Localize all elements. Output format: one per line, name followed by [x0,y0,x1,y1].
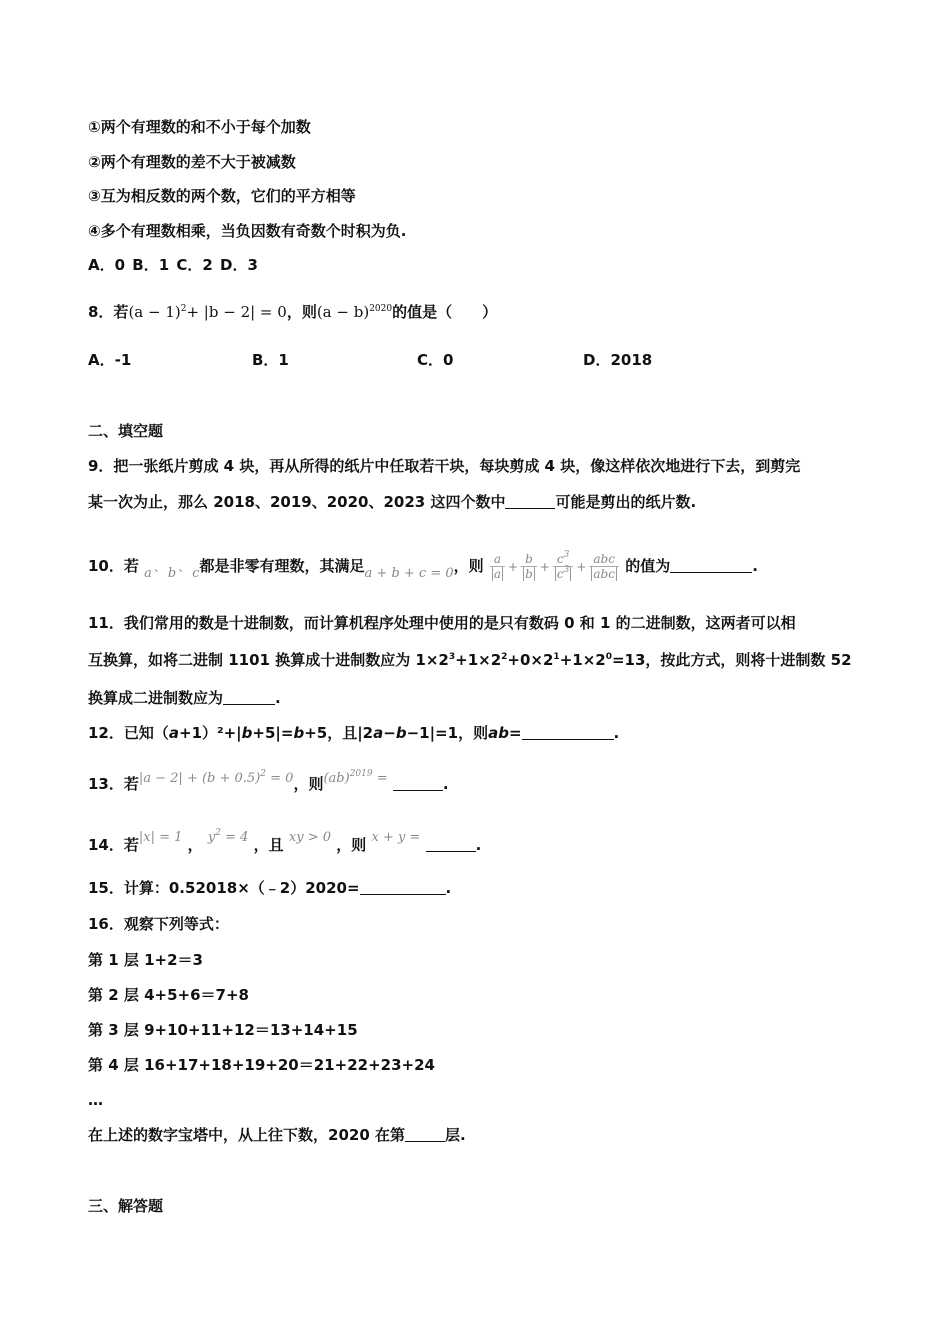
q10-mid: 都是非零有理数，其满足 [199,557,365,575]
q14-answer-blank[interactable] [426,836,476,852]
q16-question: 在上述的数字宝塔中，从上往下数，2020 在第 层. [88,1126,466,1144]
section-3-heading: 三、解答题 [88,1197,164,1215]
q16-ellipsis: … [88,1091,103,1109]
q16-answer-blank[interactable] [405,1126,445,1142]
q8-option-a: A．-1 [88,351,132,369]
q10-suffix: 的值为 [625,557,671,575]
q10-end: . [752,557,758,575]
q7-options: A．0 B．1 C．2 D．3 [88,256,258,274]
q8-option-c: C．0 [417,351,454,369]
q11-answer-blank[interactable] [223,689,275,705]
q8-eq-right: + |b − 2| = 0 [186,303,287,321]
q13-answer-blank[interactable] [393,775,443,791]
q9-line-1: 9．把一张纸片剪成 4 块，再从所得的纸片中任取若干块，每块剪成 4 块，像这样依次地进行下去，到剪完 [88,457,801,475]
q10-fraction-c: $\frac{c^3}{c^3}$ [553,552,573,581]
q11-line-3-text: 换算成二进制数应为 [88,689,224,707]
q16-level-1: 第 1 层 1+2＝3 [88,951,203,969]
q10-var-a: a [144,566,152,581]
q10-fraction-b: $\frac{b}{b}$ [521,552,537,581]
q14-cond-x: |x| = 1 [138,830,183,845]
q10-fraction-abc: $\frac{\text{abc}}{\text{abc}}$ [589,552,619,581]
q14-question: 14．若|x| = 1 ， $y^2 = 4$ ，且 xy > 0 ，则 x + y = . [88,828,482,854]
q10-then: ，则 [453,557,484,575]
q8-option-b: B．1 [252,351,289,369]
q14-cond-xy: xy > 0 [288,830,332,845]
q8-expr-exp: 2020 [369,304,393,314]
q14-cond-y: $y^2 = 4$ [207,828,249,845]
q10-answer-blank[interactable] [670,557,752,573]
q15-answer-blank[interactable] [360,879,446,895]
q9-line-2-text: 某一次为止，那么 2018、2019、2020、2023 这四个数中 [88,493,506,511]
q10-question: 10．若 a 、 b 、 c都是非零有理数，其满足a + b + c = 0，则 $\frac{a}{a}$ + $\frac{b}{b}$ + $\frac{c^3}{c^3}$ + $\frac{\text{abc}}{\text{abc}}$ 的值为 . [88,550,758,581]
q16-level-3: 第 3 层 9+10+11+12＝13+14+15 [88,1021,358,1039]
q12-answer-blank[interactable] [522,724,614,740]
q7-statement-1: ①两个有理数的和不小于每个加数 [88,118,311,136]
q8-mid: ，则 [286,303,317,321]
q11-line-2: 互换算，如将二进制 1101 换算成十进制数应为 $1\times 2^3+1\times 2^2+0\times 2^1+1\times 2^0=13$，按此方式，则将十进制数 52 [88,651,852,669]
q11-line-3: 换算成二进制数应为 . [88,689,281,707]
q16-level-2: 第 2 层 4+5+6＝7+8 [88,986,249,1004]
q10-var-b: b [167,566,177,581]
q9-line-2-end: 可能是剪出的纸片数. [555,493,697,511]
q8-expr: (a − b) [316,303,370,321]
q14-expression: x + y = [371,830,421,845]
q8-prefix: 8．若 [88,303,129,321]
q8-question [88,302,497,322]
q10-fraction-a: $\frac{a}{a}$ [490,552,505,581]
q13-condition: $|a - 2| + (b + 0.5)^2 = 0$ [138,769,294,786]
q12-question: 12．已知（a+1）²+|b+5|=b+5，且|2a−b−1|=1，则ab= . [88,724,620,742]
section-2-heading: 二、填空题 [88,422,164,440]
q13-question: 13．若$|a - 2| + (b + 0.5)^2 = 0$，则(ab)$^{2019}$ = . [88,769,449,793]
q8-option-d: D．2018 [583,351,653,369]
q8-eq-left: (a − 1) [128,303,181,321]
q9-answer-blank[interactable] [505,493,555,509]
q10-condition: a + b + c = 0 [364,566,454,581]
q7-statement-4: ④多个有理数相乘，当负因数有奇数个时积为负. [88,222,407,240]
q8-suffix: 的值是（ ） [392,303,498,321]
q10-sep-2: 、 [178,559,191,574]
q11-line-1: 11．我们常用的数是十进制数，而计算机程序处理中使用的是只有数码 0 和 1 的二进制数，这两者可以相 [88,614,796,632]
q16-level-4: 第 4 层 16+17+18+19+20＝21+22+23+24 [88,1056,435,1074]
q9-line-2 [88,492,696,512]
q8-eq-exp: 2 [180,304,187,314]
q7-statement-3: ③互为相反数的两个数，它们的平方相等 [88,187,356,205]
q10-sep-1: 、 [153,559,166,574]
q10-prefix: 10．若 [88,557,139,575]
q13-expression: (ab)$^{2019}$ = [323,769,388,786]
q16-title: 16．观察下列等式： [88,915,229,933]
q15-question: 15．计算：0.52018×（﹣2）2020= . [88,879,452,897]
q10-var-c: c [192,566,200,581]
q7-statement-2: ②两个有理数的差不大于被减数 [88,153,296,171]
